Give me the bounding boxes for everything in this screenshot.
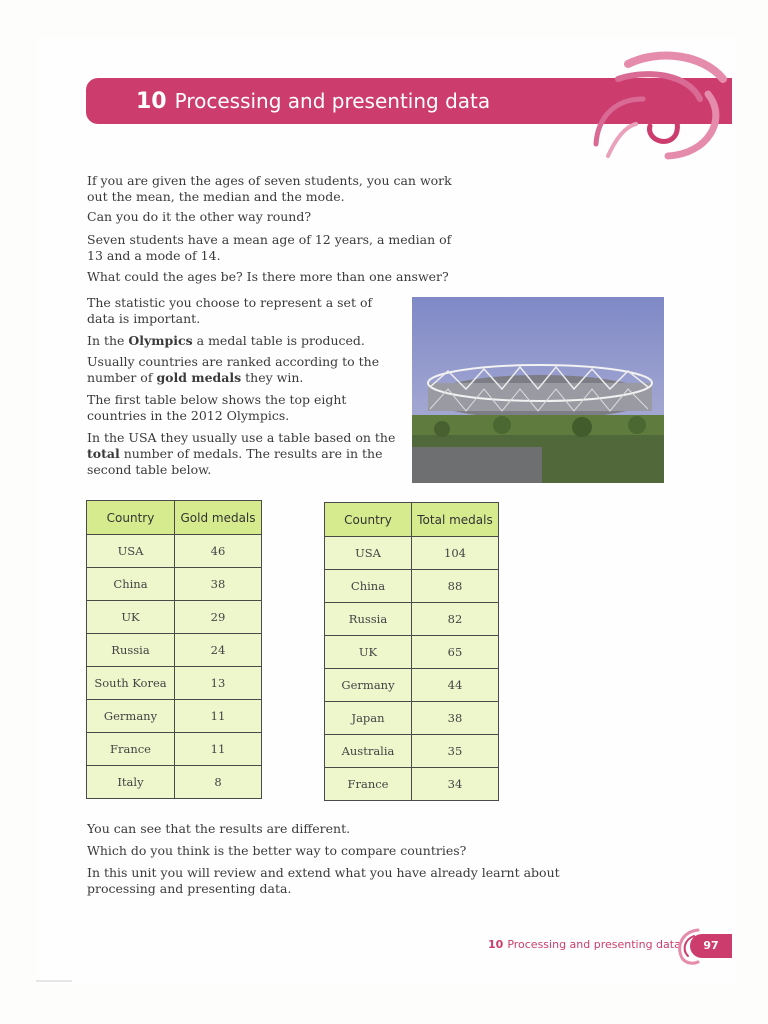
country-cell: Russia bbox=[87, 634, 175, 667]
value-cell: 24 bbox=[175, 634, 262, 667]
value-cell: 104 bbox=[412, 537, 499, 570]
country-cell: China bbox=[87, 568, 175, 601]
table-row bbox=[87, 634, 262, 667]
chapter-heading bbox=[136, 78, 490, 124]
gold-medals-table bbox=[86, 500, 262, 799]
table-row bbox=[87, 568, 262, 601]
value-cell: 44 bbox=[412, 669, 499, 702]
value-cell: 34 bbox=[412, 768, 499, 801]
closing-paragraph-2: Which do you think is the better way to compare countries? bbox=[87, 843, 467, 858]
total-medals-table bbox=[324, 502, 499, 801]
table-row bbox=[87, 535, 262, 568]
column-header-gold-medals: Gold medals bbox=[175, 501, 262, 535]
table-row bbox=[87, 700, 262, 733]
value-cell: 88 bbox=[412, 570, 499, 603]
closing-paragraph-1: You can see that the results are different. bbox=[87, 821, 351, 836]
value-cell: 11 bbox=[175, 733, 262, 766]
value-cell: 35 bbox=[412, 735, 499, 768]
table-row bbox=[325, 669, 499, 702]
table-row bbox=[325, 570, 499, 603]
decorative-swirl-icon bbox=[588, 44, 738, 164]
country-cell: UK bbox=[325, 636, 412, 669]
column-header-country: Country bbox=[87, 501, 175, 535]
table-row bbox=[87, 667, 262, 700]
body-paragraph-olympics: In the Olympics a medal table is produced. bbox=[87, 333, 365, 348]
olympic-stadium-photo bbox=[412, 297, 664, 483]
value-cell: 38 bbox=[412, 702, 499, 735]
country-cell: Japan bbox=[325, 702, 412, 735]
value-cell: 8 bbox=[175, 766, 262, 799]
footer-chapter-title: 10 Processing and presenting data bbox=[488, 938, 681, 951]
page-edge-mark bbox=[36, 980, 72, 982]
table-row bbox=[87, 733, 262, 766]
value-cell: 82 bbox=[412, 603, 499, 636]
country-cell: Italy bbox=[87, 766, 175, 799]
table-row bbox=[87, 766, 262, 799]
body-paragraph-statistic: The statistic you choose to represent a set of data is important. bbox=[87, 295, 373, 326]
country-cell: Australia bbox=[325, 735, 412, 768]
intro-paragraph-2: Can you do it the other way round? bbox=[87, 209, 312, 224]
country-cell: UK bbox=[87, 601, 175, 634]
table-row bbox=[325, 636, 499, 669]
table-row bbox=[325, 768, 499, 801]
value-cell: 11 bbox=[175, 700, 262, 733]
intro-paragraph-1: If you are given the ages of seven students, you can work out the mean, the median and the mode. bbox=[87, 173, 452, 204]
value-cell: 46 bbox=[175, 535, 262, 568]
chapter-title: Processing and presenting data bbox=[174, 89, 491, 113]
value-cell: 65 bbox=[412, 636, 499, 669]
column-header-country: Country bbox=[325, 503, 412, 537]
country-cell: Russia bbox=[325, 603, 412, 636]
table-row bbox=[325, 735, 499, 768]
table-row bbox=[325, 603, 499, 636]
intro-paragraph-3: Seven students have a mean age of 12 years, a median of 13 and a mode of 14. bbox=[87, 232, 452, 263]
body-paragraph-usa: In the USA they usually use a table based on the total number of medals. The results are in the second table below. bbox=[87, 430, 396, 477]
value-cell: 29 bbox=[175, 601, 262, 634]
closing-paragraph-3: In this unit you will review and extend what you have already learnt about processing and presenting data. bbox=[87, 865, 560, 896]
country-cell: USA bbox=[87, 535, 175, 568]
body-paragraph-gold: Usually countries are ranked according to the number of gold medals they win. bbox=[87, 354, 380, 385]
intro-paragraph-4: What could the ages be? Is there more than one answer? bbox=[87, 269, 449, 284]
value-cell: 13 bbox=[175, 667, 262, 700]
table-row bbox=[325, 702, 499, 735]
country-cell: France bbox=[87, 733, 175, 766]
table-row bbox=[87, 601, 262, 634]
country-cell: USA bbox=[325, 537, 412, 570]
chapter-number: 10 bbox=[136, 89, 167, 114]
country-cell: Germany bbox=[87, 700, 175, 733]
country-cell: France bbox=[325, 768, 412, 801]
country-cell: Germany bbox=[325, 669, 412, 702]
country-cell: China bbox=[325, 570, 412, 603]
value-cell: 38 bbox=[175, 568, 262, 601]
body-paragraph-first-table: The first table below shows the top eight countries in the 2012 Olympics. bbox=[87, 392, 347, 423]
table-row bbox=[325, 537, 499, 570]
column-header-total-medals: Total medals bbox=[412, 503, 499, 537]
country-cell: South Korea bbox=[87, 667, 175, 700]
page-number: 97 bbox=[690, 934, 732, 958]
